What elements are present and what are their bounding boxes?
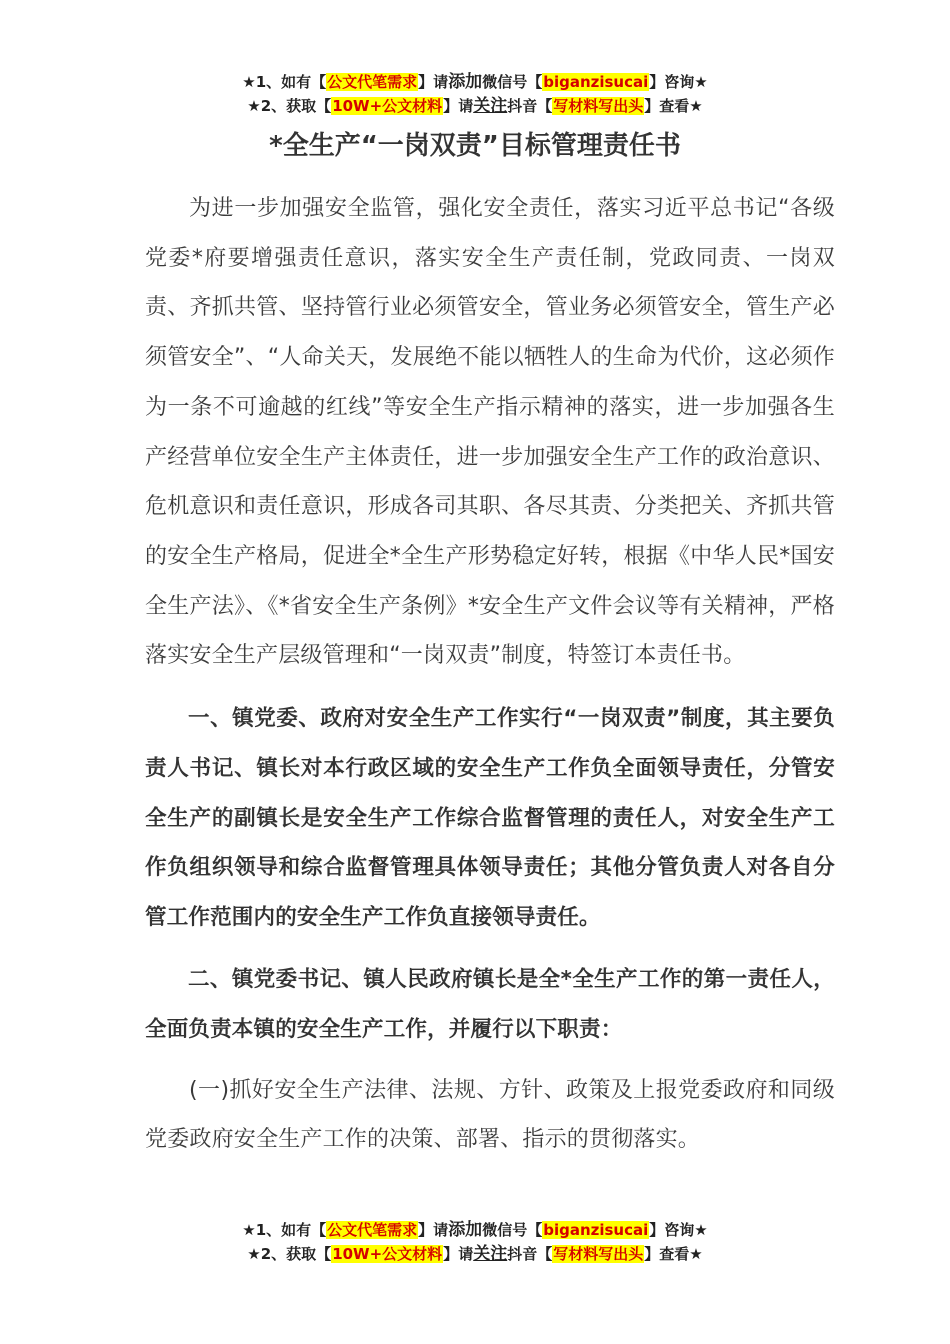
banner-text: 】请	[443, 97, 474, 115]
highlight-douyin-id: 写材料写出头	[553, 1245, 644, 1263]
banner-text: 抖音【	[507, 97, 553, 115]
banner-text: 】咨询★	[649, 73, 708, 91]
banner-text: 微信号【	[482, 1221, 543, 1239]
banner-text: ★1、如有【	[242, 1221, 327, 1239]
footer-banner	[0, 1218, 950, 1266]
intro-paragraph: 为进一步加强安全监管，强化安全责任，落实习近平总书记“各级党委*府要增强责任意识，落实安全生产责任制，党政同责、一岗双责、齐抓共管、坚持管行业必须管安全，管业务必须管安全，管生产必须管安全”、“人命关天，发展绝不能以牺牲人的生命为代价，这必须作为一条不可逾越的红线”等安全生产指示精神的落实，进一步加强各生产经营单位安全生产主体责任，进一步加强安全生产工作的政治意识、危机意识和责任意识，形成各司其职、各尽其责、分类把关、齐抓共管的安全生产格局，促进全*全生产形势稳定好转，根据《中华人民*国安全生产法》、《*省安全生产条例》*安全生产文件会议等有关精神，严格落实安全生产层级管理和“一岗双责”制度，特签订本责任书。	[145, 196, 835, 669]
banner-line-2	[0, 1242, 950, 1266]
highlight-wechat-id: biganzisucai	[543, 73, 649, 91]
banner-text: 】查看★	[644, 97, 703, 115]
banner-text: 微信号【	[482, 73, 543, 91]
highlight-service: 公文代笔需求	[327, 73, 418, 91]
banner-text: 】请	[418, 73, 449, 91]
banner-text: 抖音【	[507, 1245, 553, 1263]
header-banner	[0, 70, 950, 118]
banner-text: ★2、获取【	[247, 97, 332, 115]
document-body	[145, 184, 835, 1165]
banner-text: ★2、获取【	[247, 1245, 332, 1263]
banner-text: 】咨询★	[649, 1221, 708, 1239]
banner-line-2	[0, 94, 950, 118]
banner-text: ★1、如有【	[242, 73, 327, 91]
banner-emphasis: 关注	[473, 96, 508, 116]
document-title: *全生产“一岗双责”目标管理责任书	[269, 131, 681, 161]
banner-emphasis: 添加	[448, 72, 483, 92]
banner-emphasis: 关注	[473, 1244, 508, 1264]
highlight-service: 公文代笔需求	[327, 1221, 418, 1239]
highlight-materials: 10W+公文材料	[332, 1245, 443, 1263]
banner-line-1	[0, 1218, 950, 1242]
banner-text: 】请	[418, 1221, 449, 1239]
banner-emphasis: 添加	[448, 1220, 483, 1240]
highlight-douyin-id: 写材料写出头	[553, 97, 644, 115]
highlight-wechat-id: biganzisucai	[543, 1221, 649, 1239]
banner-text: 】查看★	[644, 1245, 703, 1263]
item-one-paragraph: (一)抓好安全生产法律、法规、方针、政策及上报党委政府和同级党委政府安全生产工作的决策、部署、指示的贯彻落实。	[145, 1077, 835, 1153]
banner-line-1	[0, 70, 950, 94]
highlight-materials: 10W+公文材料	[332, 97, 443, 115]
section-one-paragraph: 一、镇党委、政府对安全生产工作实行“一岗双责”制度，其主要负责人书记、镇长对本行政区域的安全生产工作负全面领导责任，分管安全生产的副镇长是安全生产工作综合监督管理的责任人，对安全生产工作负组织领导和综合监督管理具体领导责任；其他分管负责人对各自分管工作范围内的安全生产工作负直接领导责任。	[145, 706, 835, 931]
section-two-paragraph: 二、镇党委书记、镇人民政府镇长是全*全生产工作的第一责任人，全面负责本镇的安全生产工作，并履行以下职责：	[145, 967, 835, 1042]
banner-text: 】请	[443, 1245, 474, 1263]
